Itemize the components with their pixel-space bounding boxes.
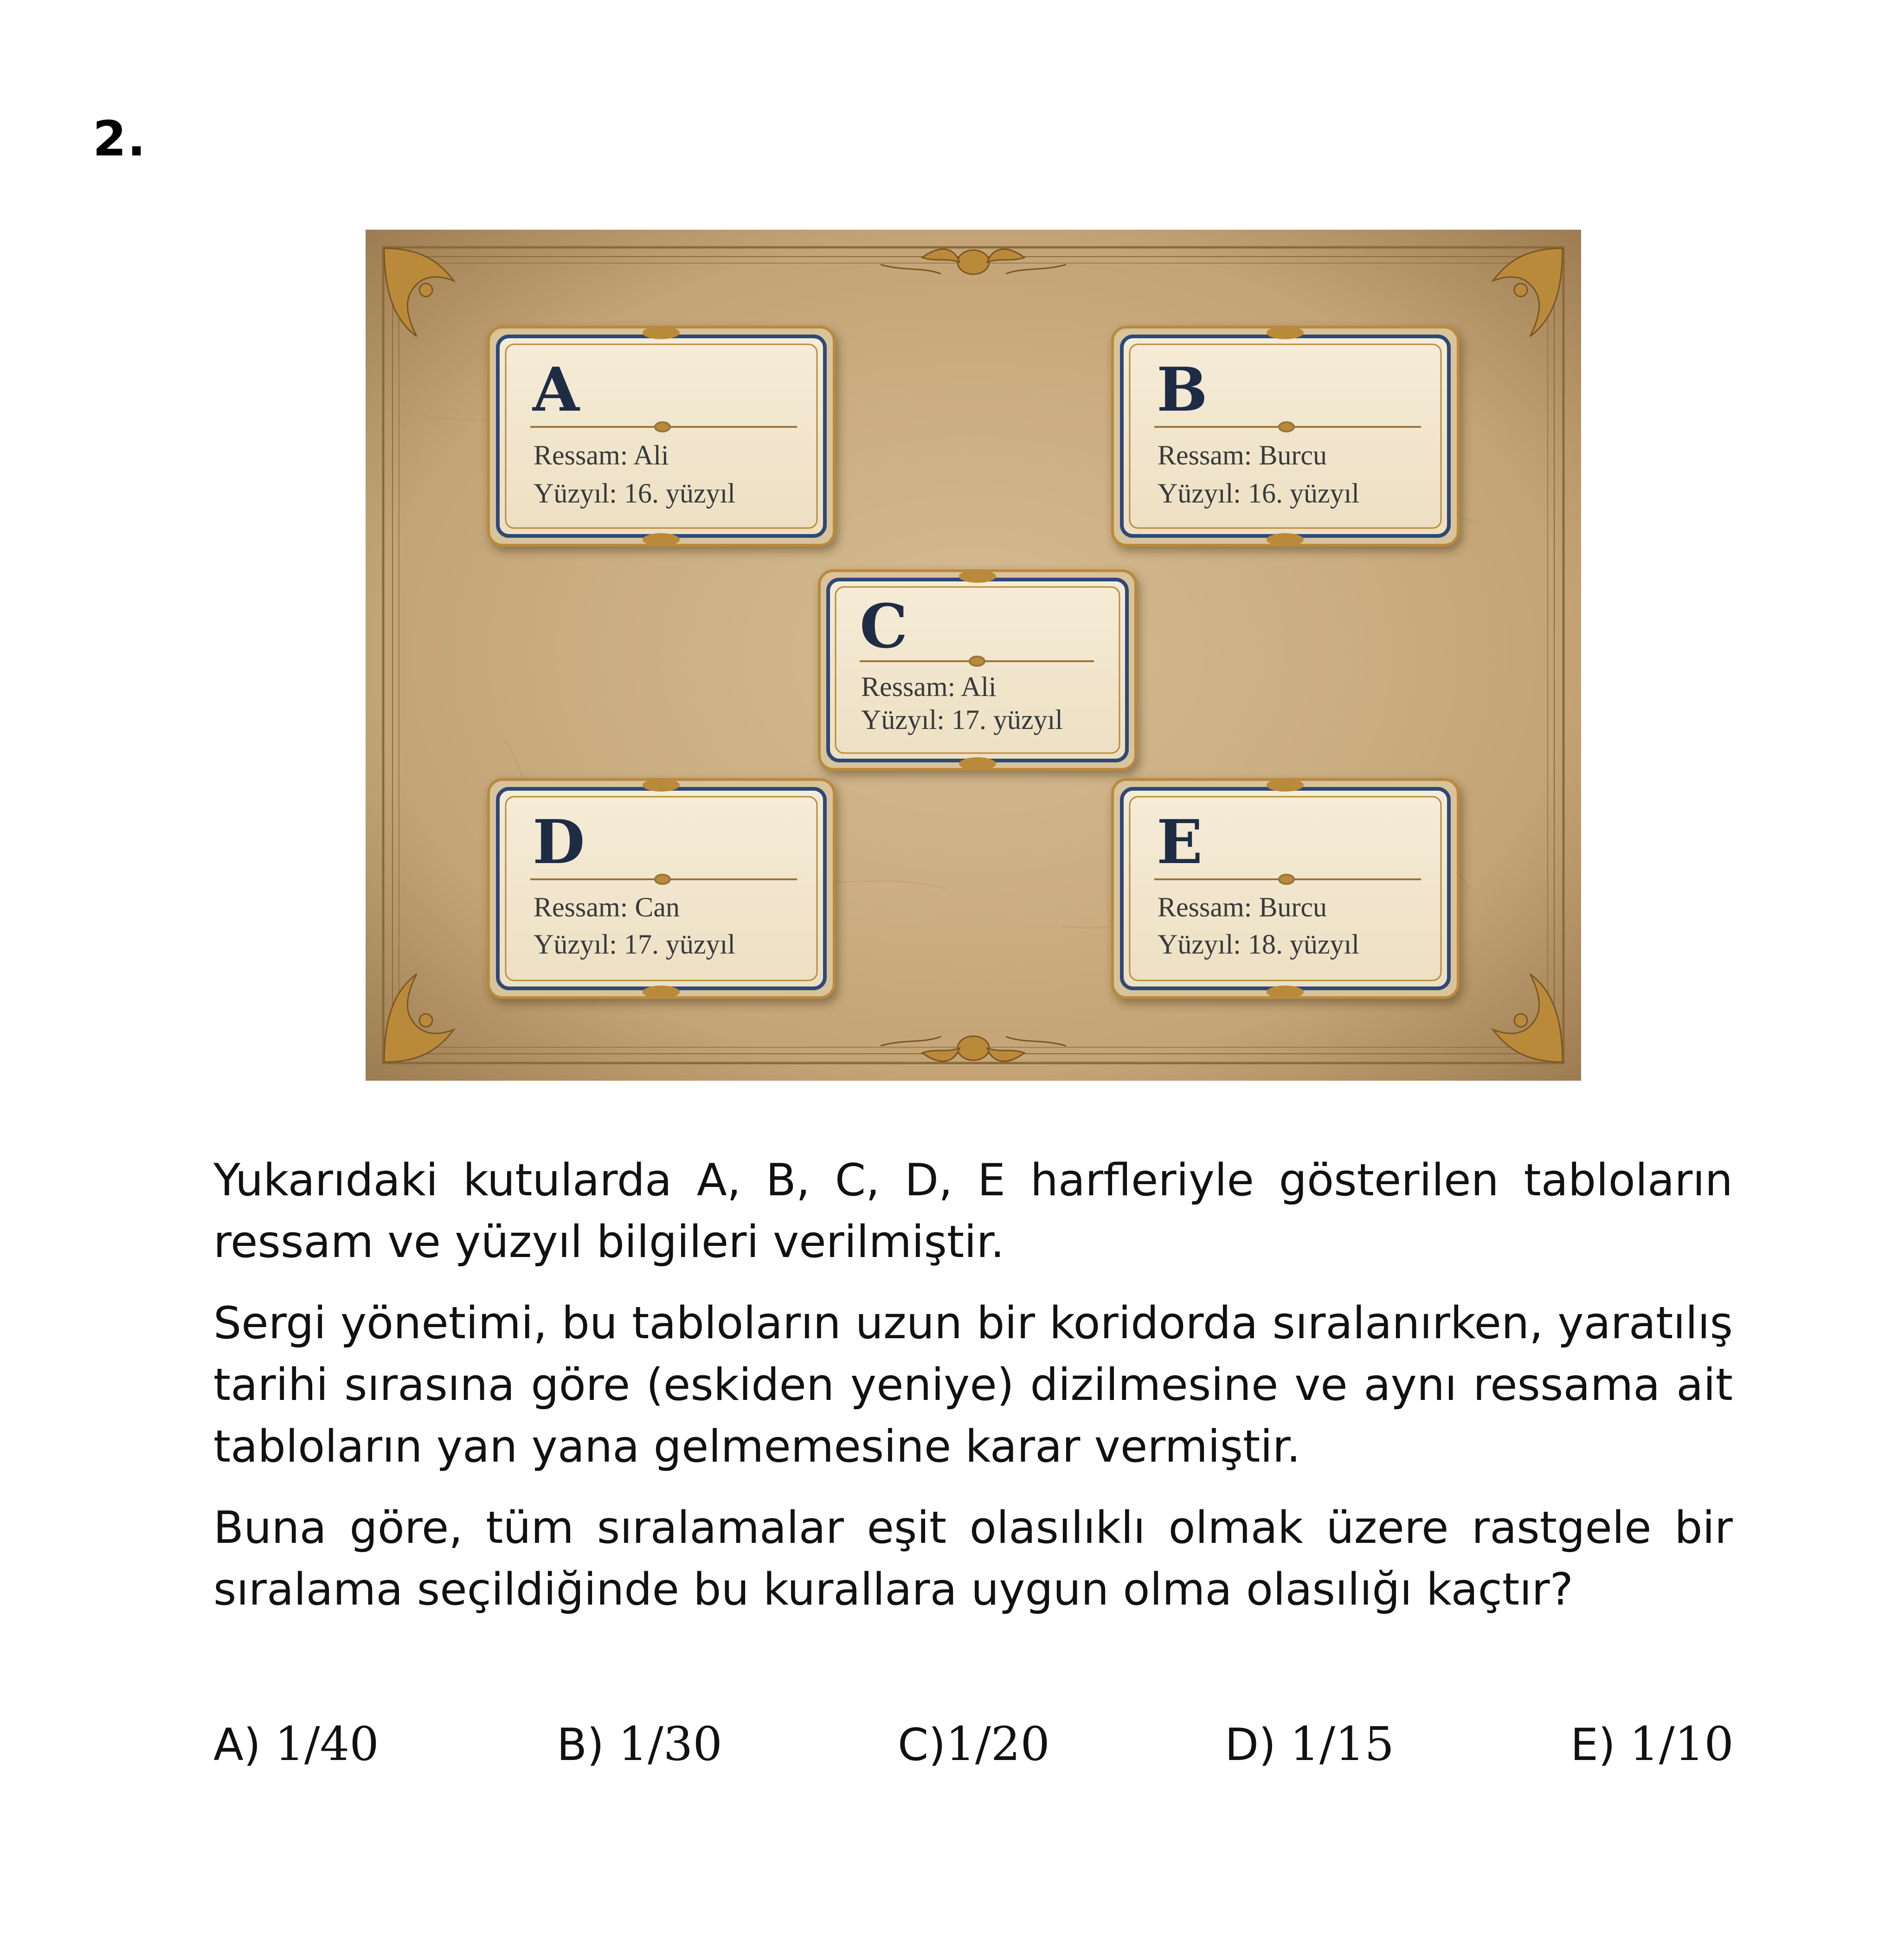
card-painter-a: Ressam: Ali	[534, 440, 669, 471]
choice-d[interactable]	[1225, 1717, 1394, 1771]
choice-label: A)	[213, 1720, 261, 1771]
choice-label: C)	[898, 1720, 946, 1771]
card-letter-a: A	[533, 354, 579, 425]
question-text	[213, 1150, 1733, 1640]
choice-value: 1/15	[1290, 1717, 1394, 1771]
choice-b[interactable]	[557, 1717, 722, 1771]
choice-label: E)	[1570, 1720, 1616, 1771]
choice-value: 1/40	[275, 1717, 379, 1771]
card-painter-e: Ressam: Burcu	[1158, 892, 1327, 922]
choice-e[interactable]	[1570, 1717, 1734, 1771]
choice-value: 1/10	[1629, 1717, 1734, 1771]
question-paragraph: Buna göre, tüm sıralamalar eşit olasılıklı olmak üzere rastgele bir sıralama seçildiğinde bu kurallara uygun olma olasılığı kaçtır?	[213, 1502, 1733, 1615]
card-painter-b: Ressam: Burcu	[1158, 440, 1327, 471]
card-century-e: Yüzyıl: 18. yüzyıl	[1158, 929, 1359, 960]
answer-choices	[213, 1717, 1733, 1782]
card-century-d: Yüzyıl: 17. yüzyıl	[534, 929, 735, 960]
card-century-b: Yüzyıl: 16. yüzyıl	[1158, 478, 1359, 509]
choice-value: 1/30	[618, 1717, 723, 1771]
paintings-illustration	[366, 230, 1581, 1081]
card-letter-e: E	[1157, 806, 1203, 877]
card-painter-c: Ressam: Ali	[861, 671, 997, 702]
question-number: 2.	[93, 110, 147, 167]
card-century-c: Yüzyıl: 17. yüzyıl	[861, 704, 1063, 735]
question-paragraph: Yukarıdaki kutularda A, B, C, D, E harfleriyle gösterilen tabloların ressam ve yüzyıl bilgileri verilmiştir.	[213, 1155, 1733, 1268]
choice-a[interactable]	[213, 1717, 379, 1771]
card-letter-b: B	[1157, 354, 1208, 425]
choice-label: B)	[557, 1720, 605, 1771]
card-century-a: Yüzyıl: 16. yüzyıl	[534, 478, 735, 509]
card-painter-d: Ressam: Can	[534, 892, 680, 922]
choice-c[interactable]	[898, 1717, 1050, 1771]
question-paragraph: Sergi yönetimi, bu tabloların uzun bir koridorda sıralanırken, yaratılış tarihi sırasına göre (eskiden yeniye) dizilmesine ve aynı ressama ait tabloların yan yana gelmemesine karar vermiştir.	[213, 1298, 1733, 1472]
choice-value: 1/20	[946, 1717, 1050, 1771]
choice-label: D)	[1225, 1720, 1276, 1771]
card-letter-d: D	[533, 806, 585, 877]
card-letter-c: C	[860, 591, 908, 662]
